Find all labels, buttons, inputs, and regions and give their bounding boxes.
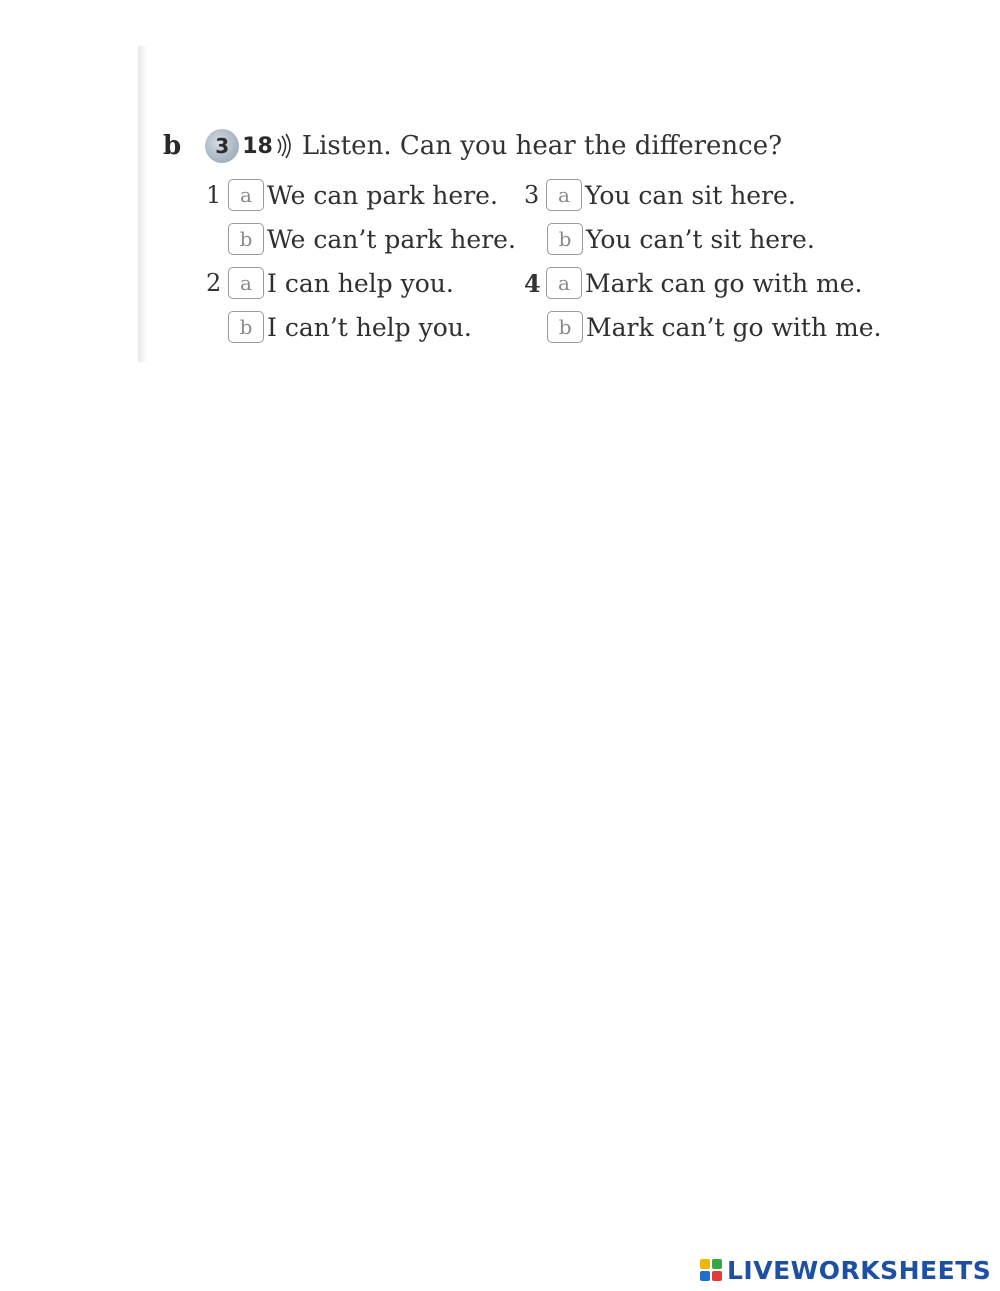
track-number: 18 — [242, 133, 273, 159]
answer-checkbox-a[interactable]: a — [228, 179, 264, 211]
cd-disc-icon: 3 — [205, 129, 239, 163]
question-2-option-a — [206, 263, 454, 303]
answer-checkbox-b[interactable]: b — [228, 223, 264, 255]
audio-track-badge[interactable] — [205, 129, 292, 163]
question-4-option-b — [547, 307, 881, 347]
question-2-option-b — [228, 307, 472, 347]
question-number: 2 — [206, 269, 222, 297]
sentence-text: We can park here. — [267, 180, 498, 210]
brand-name: LIVEWORKSHEETS — [727, 1255, 992, 1285]
sound-waves-icon — [276, 133, 292, 159]
question-1-option-b — [228, 219, 516, 259]
sentence-text: You can’t sit here. — [586, 224, 815, 254]
exercise-header — [163, 124, 782, 168]
answer-checkbox-b[interactable]: b — [547, 311, 583, 343]
question-number: 4 — [524, 268, 541, 298]
question-4-option-a — [524, 263, 862, 303]
liveworksheets-branding[interactable] — [700, 1255, 991, 1285]
answer-checkbox-a[interactable]: a — [546, 179, 582, 211]
sentence-text: You can sit here. — [585, 180, 796, 210]
answer-checkbox-b[interactable]: b — [228, 311, 264, 343]
sentence-text: Mark can go with me. — [585, 268, 863, 298]
instruction-text: Listen. Can you hear the difference? — [301, 131, 783, 161]
section-letter: b — [163, 131, 182, 161]
sentence-text: Mark can’t go with me. — [586, 312, 882, 342]
answer-checkbox-a[interactable]: a — [228, 267, 264, 299]
listening-exercise — [0, 0, 1000, 370]
answer-checkbox-a[interactable]: a — [546, 267, 582, 299]
question-number: 3 — [524, 181, 540, 209]
liveworksheets-logo-icon — [700, 1259, 722, 1281]
question-3-option-a — [524, 175, 796, 215]
question-number: 1 — [206, 181, 222, 209]
question-3-option-b — [547, 219, 815, 259]
answer-checkbox-b[interactable]: b — [547, 223, 583, 255]
sentence-text: I can’t help you. — [267, 312, 472, 342]
question-1-option-a — [206, 175, 498, 215]
sentence-text: I can help you. — [267, 268, 454, 298]
sentence-text: We can’t park here. — [267, 224, 516, 254]
